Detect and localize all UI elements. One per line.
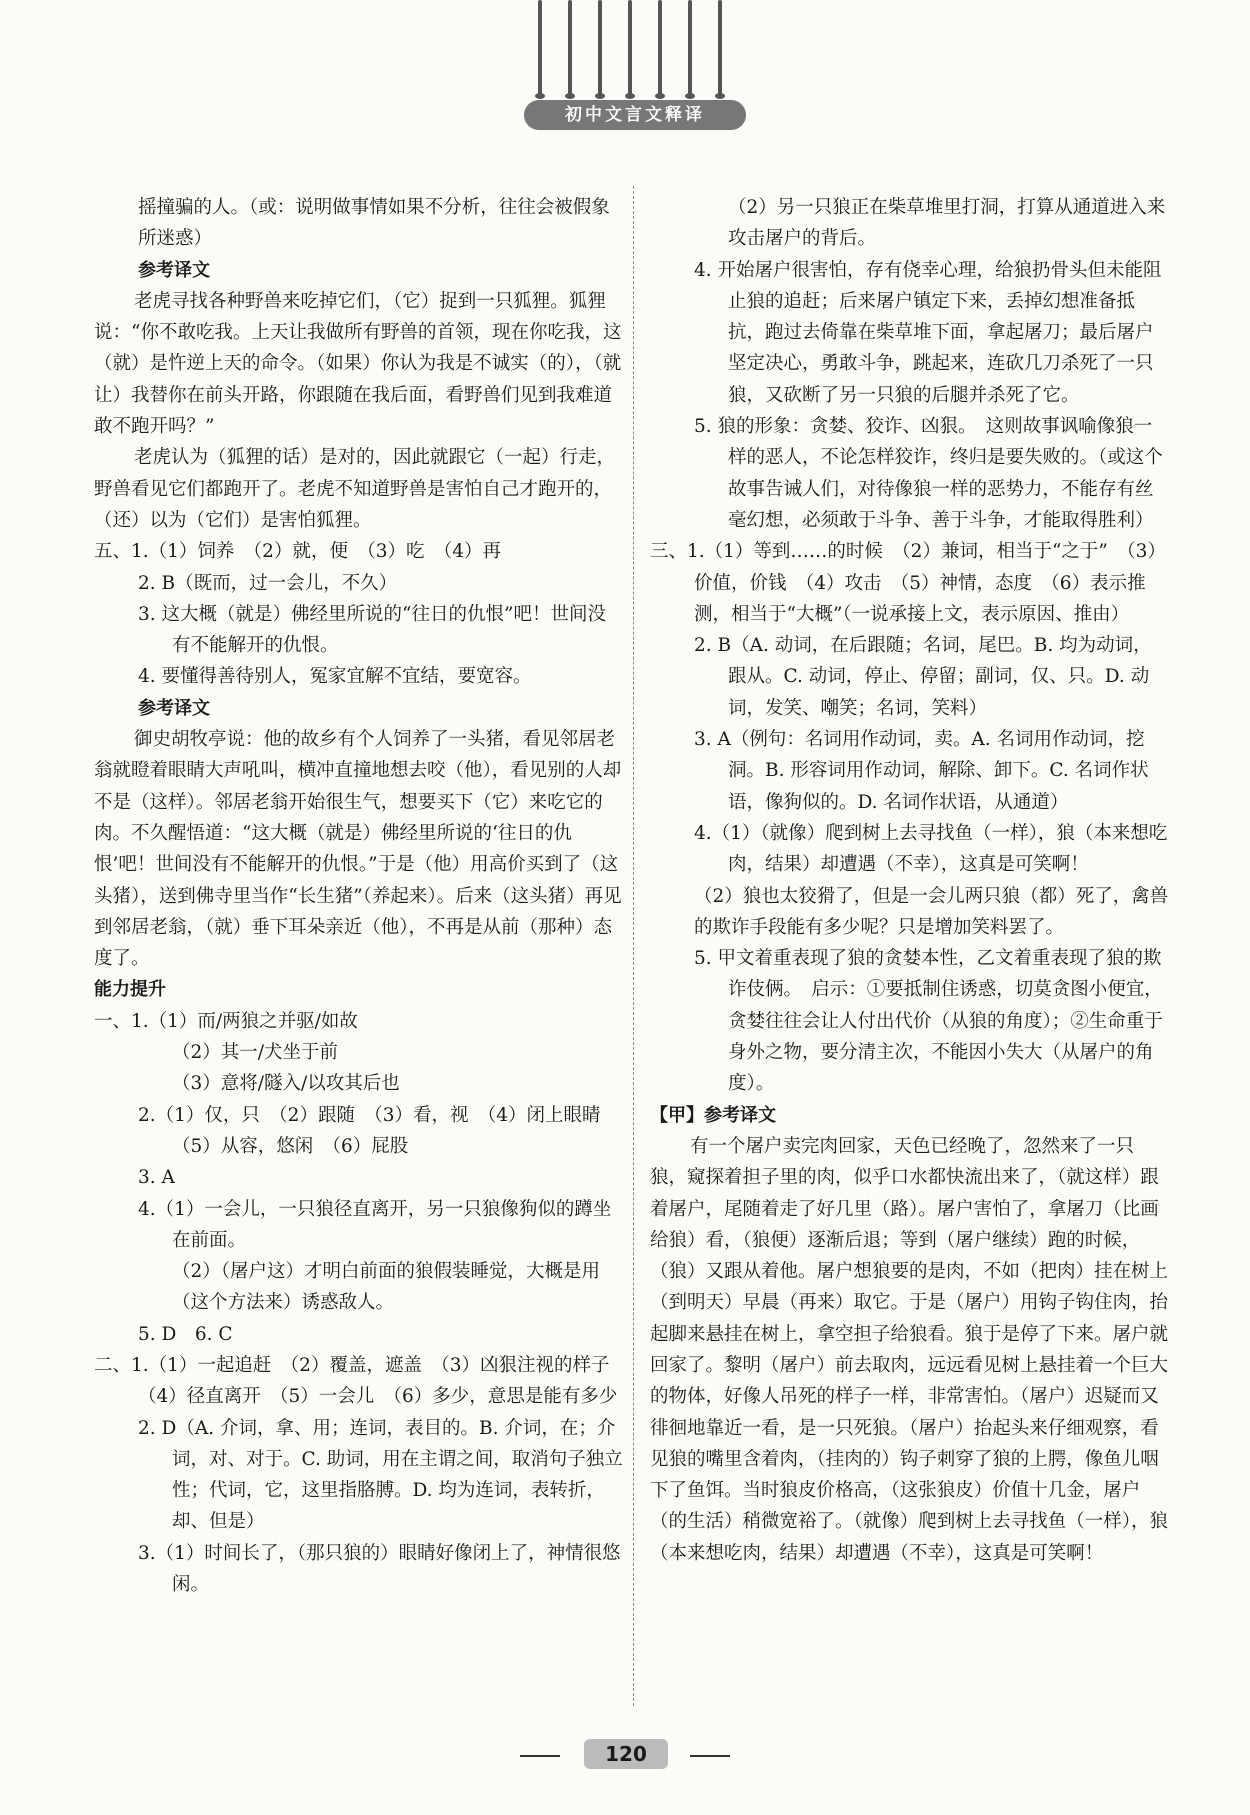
section-heading: 能力提升: [94, 979, 166, 1001]
text-paragraph: 2. D（A. 介词，拿、用；连词，表目的。B. 介词，在；介词，对、对于。C. 助词，用在主谓之间，取消句子独立性；代词，它，这里指胳膊。D. 均为连词，表转折，却、但是）: [138, 1417, 623, 1533]
footer-rule-left: [520, 1755, 560, 1757]
text-paragraph: （2）（屠户这）才明白前面的狼假装睡觉，大概是用（这个方法来）诱惑敌人。: [172, 1261, 601, 1314]
text-paragraph: 5. 狼的形象：贪婪、狡诈、凶狠。 这则故事讽喻像狼一样的恶人，不论怎样狡诈，终归是要失败的。（或这个故事告诫人们，对待像狼一样的恶势力，不能存有丝毫幻想，必须敢于斗争、善于斗争，才能取得胜利）: [694, 416, 1163, 531]
text-paragraph: 一、1.（1）而/两狼之并驱/如故: [94, 1010, 358, 1032]
text-paragraph: 3. 这大概（就是）佛经里所说的“往日的仇恨”吧！世间没有不能解开的仇恨。: [138, 603, 606, 657]
text-paragraph: 老虎寻找各种野兽来吃掉它们，（它）捉到一只狐狸。狐狸说：“你不敢吃我。上天让我做所有野兽的首领，现在你吃我，这（就）是忤逆上天的命令。（如果）你认为我是不诚实（的），（就让）我替你在前头开路，你跟随在我后面，看野兽们见到我难道敢不跑开吗？”: [94, 290, 622, 438]
header-title: 初中文言文释译: [524, 100, 746, 130]
text-paragraph: （5）从容，悠闲 （6）屁股: [172, 1135, 409, 1157]
text-paragraph: 5. D 6. C: [138, 1323, 233, 1345]
footer-rule-right: [690, 1755, 730, 1757]
left-column: [94, 192, 628, 1600]
header-decoration: [530, 0, 740, 98]
section-heading: 参考译文: [138, 259, 210, 281]
text-paragraph: 摇撞骗的人。（或：说明做事情如果不分析，往往会被假象所迷惑）: [138, 197, 610, 250]
column-divider: [633, 186, 634, 1706]
text-paragraph: 2. B（既而，过一会儿，不久）: [138, 572, 398, 594]
text-paragraph: 5. 甲文着重表现了狼的贪婪本性，乙文着重表现了狼的欺诈伎俩。 启示：①要抵制住诱惑，切莫贪图小便宜，贪婪往往会让人付出代价（从狼的角度）；②生命重于身外之物，要分清主次，不能因小失大（从屠户的角度）。: [694, 948, 1163, 1095]
text-paragraph: 3. A: [138, 1167, 175, 1189]
text-paragraph: 4.（1）一会儿，一只狼径直离开，另一只狼像狗似的蹲坐在前面。: [138, 1198, 612, 1251]
text-paragraph: （3）意将/隧入/以攻其后也: [172, 1073, 400, 1095]
section-heading: 参考译文: [138, 697, 210, 719]
text-paragraph: 4.（1）（就像）爬到树上去寻找鱼（一样），狼（本来想吃肉，结果）却遭遇（不幸），这真是可笑啊！: [694, 822, 1168, 876]
page-header: [0, 0, 1250, 135]
page-footer: [0, 1735, 1250, 1775]
text-paragraph: 三、1.（1）等到……的时候 （2）兼词，相当于“之于” （3）价值，价钱 （4）攻击 （5）神情，态度 （6）表示推测，相当于“大概”（一说承接上文，表示原因、推由）: [650, 541, 1166, 625]
text-paragraph: 二、1.（1）一起追赶 （2）覆盖，遮盖 （3）凶狠注视的样子 （4）径直离开 （5）一会儿 （6）多少，意思是能有多少: [94, 1354, 628, 1408]
section-heading: 【甲】参考译文: [650, 1104, 776, 1126]
text-paragraph: 御史胡牧亭说：他的故乡有个人饲养了一头猪，看见邻居老翁就瞪着眼睛大声吼叫，横冲直撞地想去咬（他），看见别的人却不是（这样）。邻居老翁开始很生气，想要买下（它）来吃它的肉。不久醒悟道：“这大概（就是）佛经里所说的‘往日的仇恨’吧！世间没有不能解开的仇恨。”于是（他）用高价买到了（这头猪），送到佛寺里当作“长生猪”（养起来）。后来（这头猪）再见到邻居老翁，（就）垂下耳朵亲近（他），不再是从前（那种）态度了。: [94, 729, 622, 970]
text-paragraph: （2）其一/犬坐于前: [172, 1042, 339, 1064]
text-paragraph: 老虎认为（狐狸的话）是对的，因此就跟它（一起）行走，野兽看见它们都跑开了。老虎不知道野兽是害怕自己才跑开的，（还）以为（它们）是害怕狐狸。: [94, 447, 616, 531]
text-paragraph: 3.（1）时间长了，（那只狼的）眼睛好像闭上了，神情很悠闲。: [138, 1542, 621, 1596]
text-paragraph: 2. B（A. 动词，在后跟随；名词，尾巴。B. 均为动词，跟从。C. 动词，停止、停留；副词，仅、只。D. 动词，发笑、嘲笑；名词，笑料）: [694, 635, 1152, 719]
text-paragraph: （2）另一只狼正在柴草堆里打洞，打算从通道进入来攻击屠户的背后。: [728, 197, 1166, 250]
text-paragraph: 有一个屠户卖完肉回家，天色已经晚了，忽然来了一只狼，窥探着担子里的肉，似乎口水都快流出来了，（就这样）跟着屠户，尾随着走了好几里（路）。屠户害怕了，拿屠刀（比画给狼）看，（狼便）逐渐后退；等到（屠户继续）跑的时候，（狼）又跟从着他。屠户想狼要的是肉，不如（把肉）挂在树上（到明天）早晨（再来）取它。于是（屠户）用钩子钩住肉，抬起脚来悬挂在树上，拿空担子给狼看。狼于是停了下来。屠户就回家了。黎明（屠户）前去取肉，远远看见树上悬挂着一个巨大的物体，好像人吊死的样子一样，非常害怕。（屠户）迟疑而又徘徊地靠近一看，是一只死狼。（屠户）抬起头来仔细观察，看见狼的嘴里含着肉，（挂肉的）钩子刺穿了狼的上腭，像鱼儿咽下了鱼饵。当时狼皮价格高，（这张狼皮）价值十几金，屠户（的生活）稍微宽裕了。（就像）爬到树上去寻找鱼（一样），狼（本来想吃肉，结果）却遭遇（不幸），这真是可笑啊！: [650, 1135, 1169, 1564]
text-paragraph: （2）狼也太狡猾了，但是一会儿两只狼（都）死了，禽兽的欺诈手段能有多少呢？只是增加笑料罢了。: [694, 885, 1169, 938]
text-paragraph: 4. 开始屠户很害怕，存有侥幸心理，给狼扔骨头但未能阻止狼的追赶；后来屠户镇定下来，丢掉幻想准备抵抗，跑过去倚靠在柴草堆下面，拿起屠刀；最后屠户坚定决心，勇敢斗争，跳起来，连砍几刀杀死了一只狼，又砍断了另一只狼的后腿并杀死了它。: [694, 259, 1162, 406]
text-paragraph: 3. A（例句：名词用作动词，卖。A. 名词用作动词，挖洞。B. 形容词用作动词，解除、卸下。C. 名词作状语，像狗似的。D. 名词作状语，从通道）: [694, 729, 1149, 813]
text-paragraph: 2.（1）仅，只 （2）跟随 （3）看，视 （4）闭上眼睛: [138, 1104, 601, 1126]
text-paragraph: 4. 要懂得善待别人，冤家宜解不宜结，要宽容。: [138, 666, 532, 688]
page-number: 120: [584, 1739, 668, 1769]
right-column: [650, 192, 1170, 1569]
text-paragraph: 五、1.（1）饲养 （2）就，便 （3）吃 （4）再: [94, 541, 501, 563]
